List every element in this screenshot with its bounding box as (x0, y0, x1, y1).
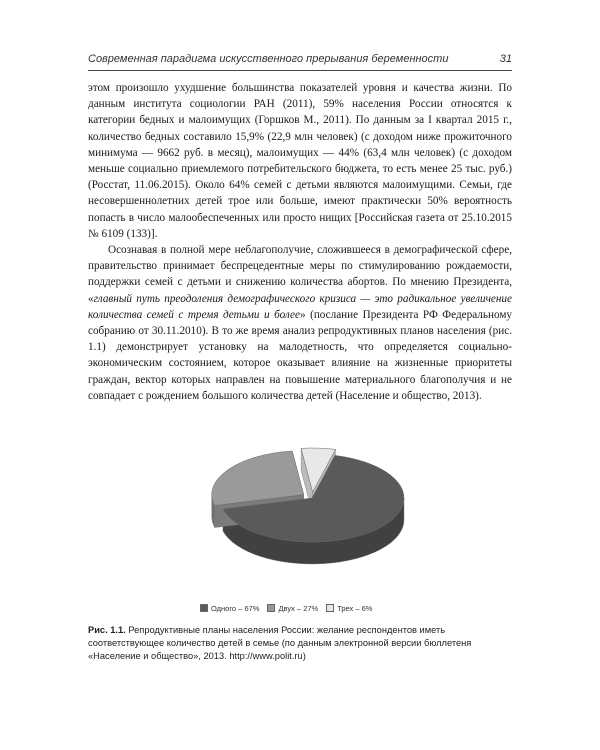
pie-chart-container (200, 440, 420, 590)
paragraph-2-part-a: Осознавая в полной мере неблагополучие, сложившееся в демографической сфере, правительство принимает беспрецедентные меры по стимулированию рождаемости, поддержки семей с детьми и снижению количества абортов. По мнению Президента, « (88, 244, 512, 305)
paragraph-2 (88, 242, 512, 404)
legend-item-3 (326, 604, 372, 613)
chart-legend (200, 604, 420, 613)
legend-item-1 (200, 604, 259, 613)
legend-swatch (267, 604, 275, 612)
president-quote: главный путь преодоления демографического кризиса — это радикальное увеличение количества семей с тремя детьми и более (88, 292, 512, 321)
legend-item-2 (267, 604, 318, 613)
legend-swatch (200, 604, 208, 612)
figure-caption (88, 624, 512, 663)
body-text (88, 80, 512, 404)
running-title: Современная парадигма искусственного прерывания беременности (88, 53, 449, 65)
legend-label: Трех – 6% (337, 604, 373, 613)
legend-swatch (326, 604, 334, 612)
running-header (88, 52, 512, 71)
page-number: 31 (499, 53, 512, 65)
figure-caption-text: Репродуктивные планы населения России: желание респондентов иметь соответствующее количество детей в семье (по данным электронной версии бюллетеня «Население и общество», 2013. http://www.polit.ru) (88, 625, 472, 661)
paragraph-1: этом произошло ухудшение большинства показателей уровня и качества жизни. По данным института социологии РАН (2011), 59% населения России относятся к категории бедных и малоимущих (Горшков М., 2011). По данным за I квартал 2015 г., количество бедных составило 15,9% (22,9 млн человек) (с доходом ниже прожиточного минимума — 9662 руб. в месяц), малоимущих — 44% (63,4 млн человек) (с доходом меньше социально приемлемого потребительского бюджета, то есть менее 25 тыс. руб.) (Росстат, 11.06.2015). Около 64% семей с детьми являются малоимущими. Семьи, где несовершеннолетних детей трое или больше, имеют практически 50% вероятность попасть в число малообеспеченных или просто нищих [Российская газета от 25.10.2015 № 6109 (133)]. (88, 82, 512, 240)
paragraph-2-part-b: » (послание Президента РФ Федеральному собранию от 30.11.2010). В то же время анализ репродуктивных планов населения (рис. 1.1) демонстрирует установку на малодетность, что определяется социально-экономическим состоянием, которое оказывает влияние на жизненные приоритеты граждан, вектор которых направлен на повышение материального благополучия и не совпадает с рождением большого количества детей (Население и общество, 2013). (88, 308, 512, 402)
legend-label: Двух – 27% (278, 604, 319, 613)
legend-label: Одного – 67% (211, 604, 260, 613)
figure-label: Рис. 1.1. (88, 625, 126, 635)
pie-chart (200, 440, 420, 590)
